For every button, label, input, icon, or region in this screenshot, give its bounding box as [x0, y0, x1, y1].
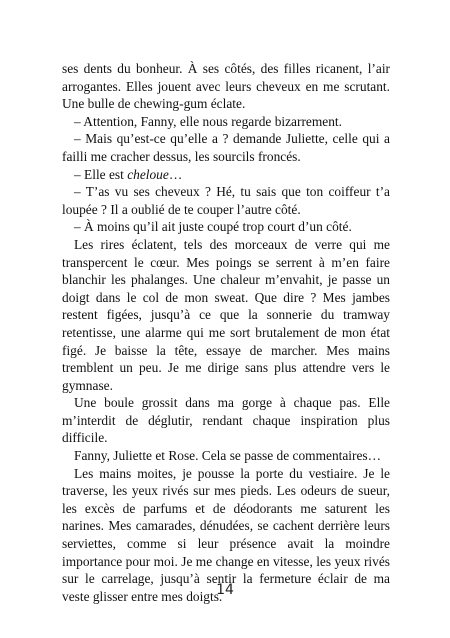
dialogue-text: – Elle est: [74, 166, 128, 182]
dialogue-line: – À moins qu’il ait juste coupé trop court d’un côté.: [74, 219, 352, 235]
dialogue-line: [62, 166, 390, 184]
paragraph: Les rires éclatent, tels des morceaux de verre qui me transpercent le cœur. Mes poings se serrent à m’en faire blanchir les phalanges. Une chaleur m’envahit, je passe un doigt dans le col de mon sweat. Que dire ? Mes jambes restent figées, jusqu’à ce que la sonnerie du tramway retentisse, une alarme qui me sort brutalement de mon état figé. Je baisse la tête, essaye de marcher. Mes mains tremblent un peu. Je me dirige sans plus attendre vers le gymnase.: [62, 236, 390, 393]
italic-word: cheloue: [127, 166, 169, 182]
body-text: [62, 60, 390, 605]
paragraph: Fanny, Juliette et Rose. Cela se passe de commentaires…: [74, 448, 382, 464]
dialogue-line: – Attention, Fanny, elle nous regarde bizarrement.: [74, 113, 342, 129]
ellipsis: …: [168, 166, 183, 182]
page-number: 14: [216, 582, 234, 598]
paragraph: ses dents du bonheur. À ses côtés, des filles ricanent, l’air arrogantes. Elles jouent avec leurs cheveux en me scrutant. Une bulle de chewing-gum éclate.: [62, 61, 390, 112]
dialogue-line: – T’as vu ses cheveux ? Hé, tu sais que ton coiffeur t’a loupée ? Il a oublié de te couper l’autre côté.: [62, 184, 390, 217]
dialogue-line: – Mais qu’est-ce qu’elle a ? demande Juliette, celle qui a failli me cracher dessus, les sourcils froncés.: [62, 131, 390, 164]
paragraph: Les mains moites, je pousse la porte du vestiaire. Je le traverse, les yeux rivés sur mes pieds. Les odeurs de sueur, les excès de parfums et de déodorants me saturent les narines. Mes camarades, dénudées, se cachent derrière leurs serviettes, comme si leur présence avait la moindre importance pour moi. Je me change en vitesse, les yeux rivés sur le carrelage, jusqu’à sentir la fermeture éclair de ma veste glisser entre mes doigts.: [62, 465, 390, 604]
paragraph: Une boule grossit dans ma gorge à chaque pas. Elle m’interdit de déglutir, rendant chaque inspiration plus difficile.: [62, 395, 390, 446]
